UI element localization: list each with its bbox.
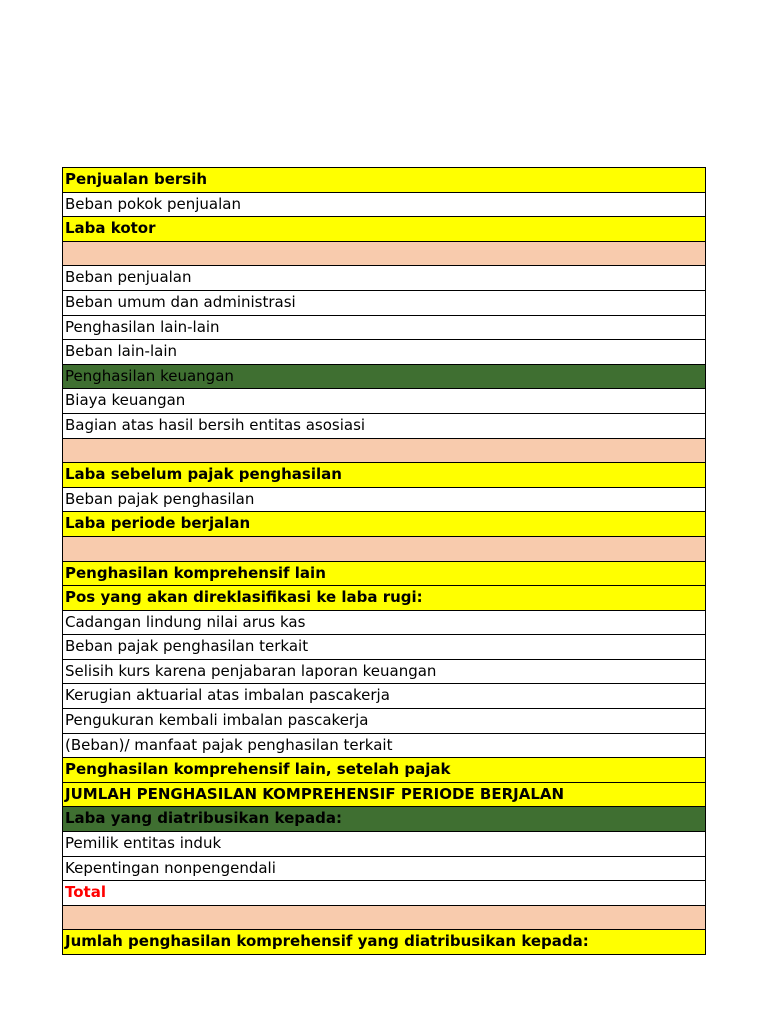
table-row: Pos yang akan direklasifikasi ke laba rugi:: [63, 586, 705, 611]
table-row: Total: [63, 881, 705, 906]
table-row: Penghasilan lain-lain: [63, 316, 705, 341]
table-row-spacer: [63, 906, 705, 931]
table-row: (Beban)/ manfaat pajak penghasilan terkait: [63, 734, 705, 759]
table-row: Penghasilan komprehensif lain, setelah pajak: [63, 758, 705, 783]
table-row: Selisih kurs karena penjabaran laporan keuangan: [63, 660, 705, 685]
table-row: Penjualan bersih: [63, 168, 705, 193]
table-row-spacer: [63, 242, 705, 267]
table-row: Laba periode berjalan: [63, 512, 705, 537]
table-row: Laba kotor: [63, 217, 705, 242]
table-row: Kepentingan nonpengendali: [63, 857, 705, 882]
table-row: Beban lain-lain: [63, 340, 705, 365]
table-row: Cadangan lindung nilai arus kas: [63, 611, 705, 636]
table-row-spacer: [63, 537, 705, 562]
income-statement-table: [62, 167, 706, 955]
table-row: Beban pokok penjualan: [63, 193, 705, 218]
table-row: Penghasilan komprehensif lain: [63, 562, 705, 587]
table-row-spacer: [63, 439, 705, 464]
table-row: Penghasilan keuangan: [63, 365, 705, 390]
table-row: Jumlah penghasilan komprehensif yang diatribusikan kepada:: [63, 930, 705, 955]
table-row: JUMLAH PENGHASILAN KOMPREHENSIF PERIODE BERJALAN: [63, 783, 705, 808]
table-row: Biaya keuangan: [63, 389, 705, 414]
table-row: Pengukuran kembali imbalan pascakerja: [63, 709, 705, 734]
table-row: Beban pajak penghasilan: [63, 488, 705, 513]
table-row: Beban penjualan: [63, 266, 705, 291]
table-row: Laba sebelum pajak penghasilan: [63, 463, 705, 488]
table-row: Kerugian aktuarial atas imbalan pascakerja: [63, 684, 705, 709]
table-row: Beban pajak penghasilan terkait: [63, 635, 705, 660]
table-row: Bagian atas hasil bersih entitas asosiasi: [63, 414, 705, 439]
table-row: Pemilik entitas induk: [63, 832, 705, 857]
table-row: Laba yang diatribusikan kepada:: [63, 807, 705, 832]
table-row: Beban umum dan administrasi: [63, 291, 705, 316]
